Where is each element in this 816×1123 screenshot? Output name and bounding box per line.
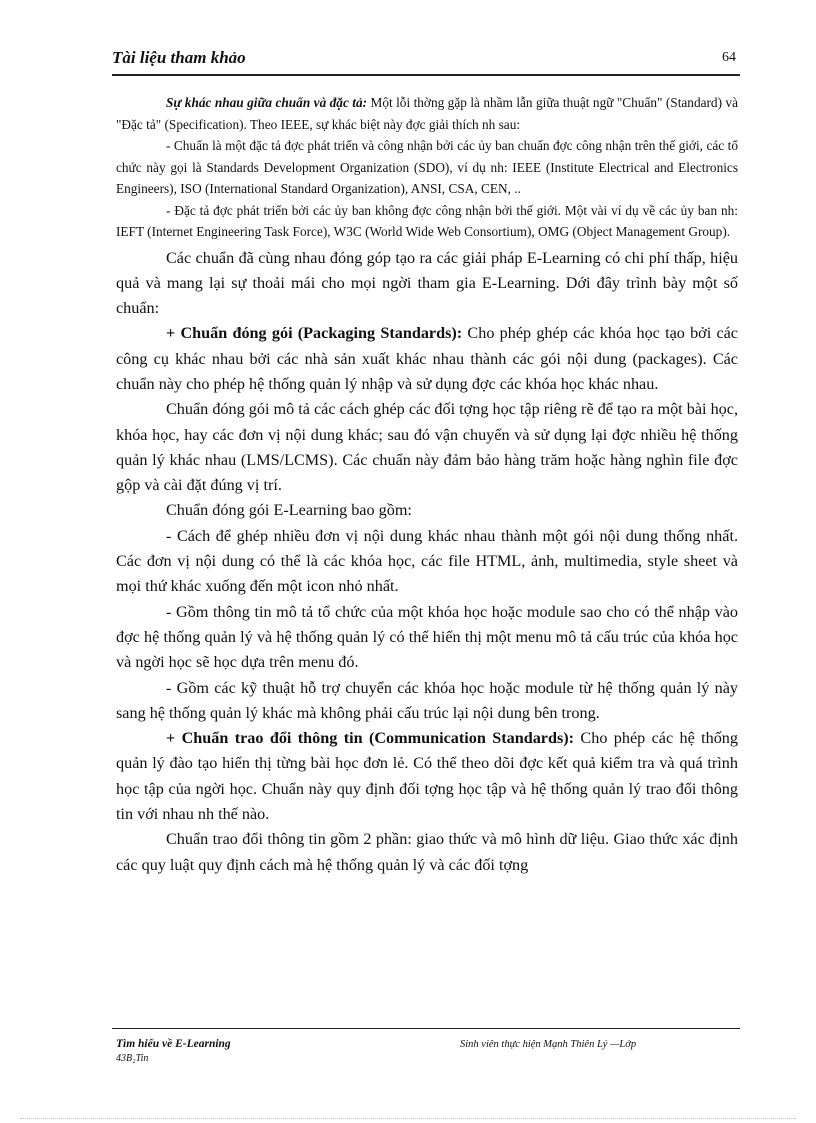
paragraph: Các chuẩn đã cùng nhau đóng góp tạo ra các giải pháp E-Learning có chi phí thấp, hiệu quả và mang lại sự thoải mái cho mọi ngời tham gia E-Learning. Dới đây trình bày một số chuẩn:: [116, 248, 738, 318]
paragraph: - Chuẩn là một đặc tả đợc phát triển và công nhận bởi các ủy ban chuẩn đợc công nhận trên thế giới, các tổ chức này gọi là Standards Development Organization (SDO), ví dụ nh: IEEE (Institute Electrical and Electronics Engineers), ISO (International Standard Organization), ANSI, CSA, CEN, ..: [116, 138, 738, 196]
paragraph: [116, 321, 738, 397]
page-number: 64: [722, 50, 736, 65]
paragraph-lead: Sự khác nhau giữa chuẩn và đặc tả:: [166, 95, 368, 110]
header-rule: [112, 74, 740, 76]
page-body: [116, 92, 738, 878]
paragraph: - Đặc tả đợc phát triển bởi các ủy ban không đợc công nhận bởi thế giới. Một vài ví dụ về các ủy ban nh: IEFT (Internet Engineering Task Force), W3C (World Wide Web Consortium), OMG (Object Management Group).: [116, 202, 738, 239]
header-title: Tài liệu tham khảo: [112, 48, 246, 67]
paragraph: [116, 92, 738, 135]
paragraph-lead: + Chuẩn trao đổi thông tin (Communication Standards):: [166, 729, 575, 748]
paragraph: - Cách để ghép nhiều đơn vị nội dung khác nhau thành một gói nội dung thống nhất. Các đơn vị nội dung có thể là các khóa học, các file HTML, ảnh, multimedia, style sheet và mọi thứ khác xuống đến một icon nhỏ nhất.: [116, 526, 738, 596]
footer-rule: [112, 1028, 740, 1029]
paragraph-text: Một lỗi thờng gặp là nhầm lẫn giữa thuật ngữ "Chuẩn" (Standard) và "Đặc tả" (Specification). Theo IEEE, sự khác biệt này đợc giải thích nh sau:: [116, 95, 738, 132]
page-bottom-edge: [20, 1118, 796, 1119]
paragraph: [116, 726, 738, 827]
paragraph-lead: + Chuẩn đóng gói (Packaging Standards):: [166, 324, 463, 343]
paragraph-text: Cho phép ghép các khóa học tạo bởi các công cụ khác nhau bởi các nhà sản xuất khác nhau thành các gói nội dung (packages). Các chuẩn này cho phép hệ thống quản lý nhập và sử dụng đợc các khóa học khác nhau.: [116, 324, 738, 393]
footer-right-author: Sinh viên thực hiện Mạnh Thiên Lý —Lớp: [460, 1039, 637, 1050]
page-header: [112, 46, 740, 74]
paragraph: Chuẩn trao đổi thông tin gồm 2 phần: giao thức và mô hình dữ liệu. Giao thức xác định các quy luật quy định cách mà hệ thống quản lý và các đối tợng: [116, 830, 738, 874]
paragraph: Chuẩn đóng gói E-Learning bao gồm:: [166, 501, 412, 520]
paragraph: - Gồm các kỹ thuật hỗ trợ chuyển các khóa học hoặc module từ hệ thống quản lý này sang hệ thống quản lý khác mà không phải cấu trúc lại nội dung bên trong.: [116, 678, 738, 722]
footer-left-title: Tìm hiểu về E-Learning: [116, 1038, 231, 1050]
paragraph: - Gồm thông tin mô tả tổ chức của một khóa học hoặc module sao cho có thể nhập vào đợc hệ thống quản lý và hệ thống quản lý có thể hiển thị một menu mô tả cấu trúc của khóa học và ngời học sẽ học dựa trên menu đó.: [116, 602, 738, 672]
paragraph: Chuẩn đóng gói mô tả các cách ghép các đối tợng học tập riêng rẽ để tạo ra một bài học, khóa học, hay các đơn vị nội dung khác; sau đó vận chuyển và sử dụng lại đợc nhiều hệ thống quản lý khác nhau (LMS/LCMS). Các chuẩn này đảm bảo hàng trăm hoặc hàng nghìn file đợc gộp và cài đặt đúng vị trí.: [116, 400, 738, 495]
paragraph-text: Cho phép các hệ thống quản lý đào tạo hiển thị từng bài học đơn lẻ. Có thể theo dõi đợc kết quả kiểm tra và quá trình học tập của ngời học. Chuẩn này quy định đối tợng học tập và hệ thống quản lý trao đổi thông tin với nhau nh thế nào.: [116, 729, 738, 824]
footer-left-class: 43B₂Tin: [116, 1053, 149, 1064]
